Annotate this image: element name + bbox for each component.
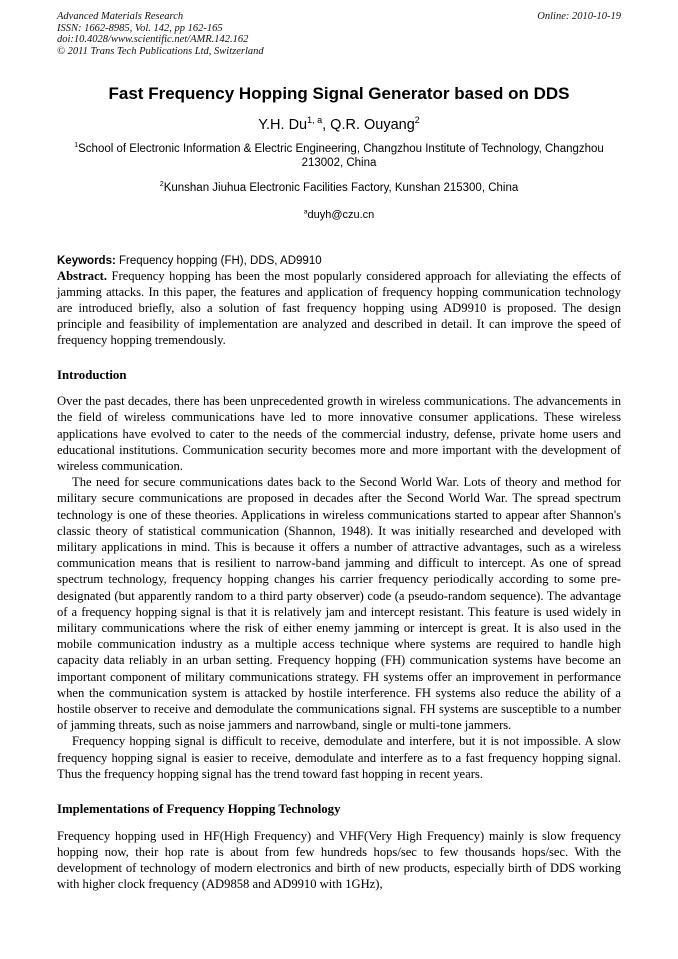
paper-page: [57, 0, 621, 892]
introduction-paragraph-2: The need for secure communications dates back to the Second World War. Lots of theory and method for military secure communications are proposed in decades after the Second World War. The spread spectrum technology is one of these theories. Applications in wireless communications started to appear after Shannon's classic theory of statistical communication (Shannon, 1948). It was initially researched and developed with military applications in mind. This is because it offers a number of attractive advantages, such as a wireless communication means that is resilient to narrow-band jamming and difficult to intercept. As one of spread spectrum technology, frequency hopping changes his carrier frequency periodically according to some pre-designated (but apparently random to a third party observer) code (a pseudo-random sequence). The advantage of a frequency hopping signal is that it is relatively jam and intercept resistant. This feature is used widely in military communications where the risk of either enemy jamming or intercept is great. It is also used in the mobile communication industry as a multiple access technique where systems are required to handle high capacity data reliably in an urban setting. Frequency hopping (FH) communication systems have become an important component of military communications strategy. FH systems offer an improvement in performance when the communication system is attacked by hostile interference. FH systems also reduce the ability of a hostile observer to receive and demodulate the communications signal. FH systems are susceptible to a number of jamming threats, such as noise jammers and narrowband, single or multi-tone jammers.: [57, 475, 621, 733]
abstract-paragraph: [57, 268, 621, 349]
author-1-name: Y.H. Du: [258, 117, 308, 133]
author-2-superscript: 2: [414, 115, 420, 126]
keywords-label: Keywords:: [57, 254, 116, 267]
introduction-paragraph-3: Frequency hopping signal is difficult to receive, demodulate and interfere, but it is not impossible. A slow frequency hopping signal is easier to receive, demodulate and interfere as to a fast frequency hopping signal. Thus the frequency hopping signal has the trend toward fast hopping in recent years.: [57, 734, 621, 781]
introduction-paragraph-1: Over the past decades, there has been unprecedented growth in wireless communications. The advancements in the field of wireless communications have led to more innovative consumer applications. These wireless applications have evolved to cater to the needs of the commercial industry, defense, private home users and educational institutions. Communication security becomes more and more important with the development of wireless communication.: [57, 394, 621, 473]
issn-line: ISSN: 1662-8985, Vol. 142, pp 162-165: [57, 22, 223, 34]
authors-line: [57, 117, 621, 134]
author-1-superscript: 1, a: [307, 115, 323, 126]
copyright-line: © 2011 Trans Tech Publications Ltd, Switzerland: [57, 45, 264, 57]
affiliation-1-text: School of Electronic Information & Electric Engineering, Changzhou Institute of Technology, Changzhou 213002, China: [78, 143, 604, 169]
affiliation-1-superscript: 1: [74, 141, 79, 150]
section-heading-introduction: Introduction: [57, 367, 127, 382]
abstract-text: Frequency hopping has been the most popularly considered approach for alleviating the effects of jamming attacks. In this paper, the features and application of frequency hopping communication technology are introduced briefly, also a solution of fast frequency hopping using AD9910 is proposed. The design principle and feasibility of implementation are analyzed and described in detail. It can improve the speed of frequency hopping tremendously.: [57, 268, 621, 348]
section-heading-implementations: Implementations of Frequency Hopping Technology: [57, 802, 341, 816]
online-date: Online: 2010-10-19: [537, 11, 621, 22]
affiliation-2-text: Kunshan Jiuhua Electronic Facilities Factory, Kunshan 215300, China: [163, 182, 519, 194]
email-line: [57, 209, 621, 221]
authors-separator: ,: [322, 117, 331, 133]
doi-line: doi:10.4028/www.scientific.net/AMR.142.162: [57, 34, 249, 45]
journal-name: Advanced Materials Research: [57, 11, 184, 22]
affiliation-1: [57, 143, 621, 170]
implementations-paragraph-1: Frequency hopping used in HF(High Frequency) and VHF(Very High Frequency) mainly is slow frequency hopping now, their hop rate is about from few hundreds hops/sec to few thousands hops/sec. With the development of technology of modern electronics and birth of new products, especially birth of DDS working with higher clock frequency (AD9858 and AD9910 with 1GHz),: [57, 828, 621, 892]
abstract-label: Abstract.: [57, 268, 108, 283]
affiliation-2-superscript: 2: [159, 180, 164, 189]
paper-body: [57, 268, 621, 893]
keywords-text: Frequency hopping (FH), DDS, AD9910: [115, 254, 322, 267]
affiliation-2: [57, 182, 621, 196]
author-2-name: Q.R. Ouyang: [330, 117, 415, 133]
email-superscript: a: [303, 207, 308, 215]
keywords-line: [57, 254, 621, 268]
paper-title: Fast Frequency Hopping Signal Generator based on DDS: [108, 84, 570, 103]
email-text: duyh@czu.cn: [307, 208, 375, 221]
journal-header: [57, 11, 621, 57]
